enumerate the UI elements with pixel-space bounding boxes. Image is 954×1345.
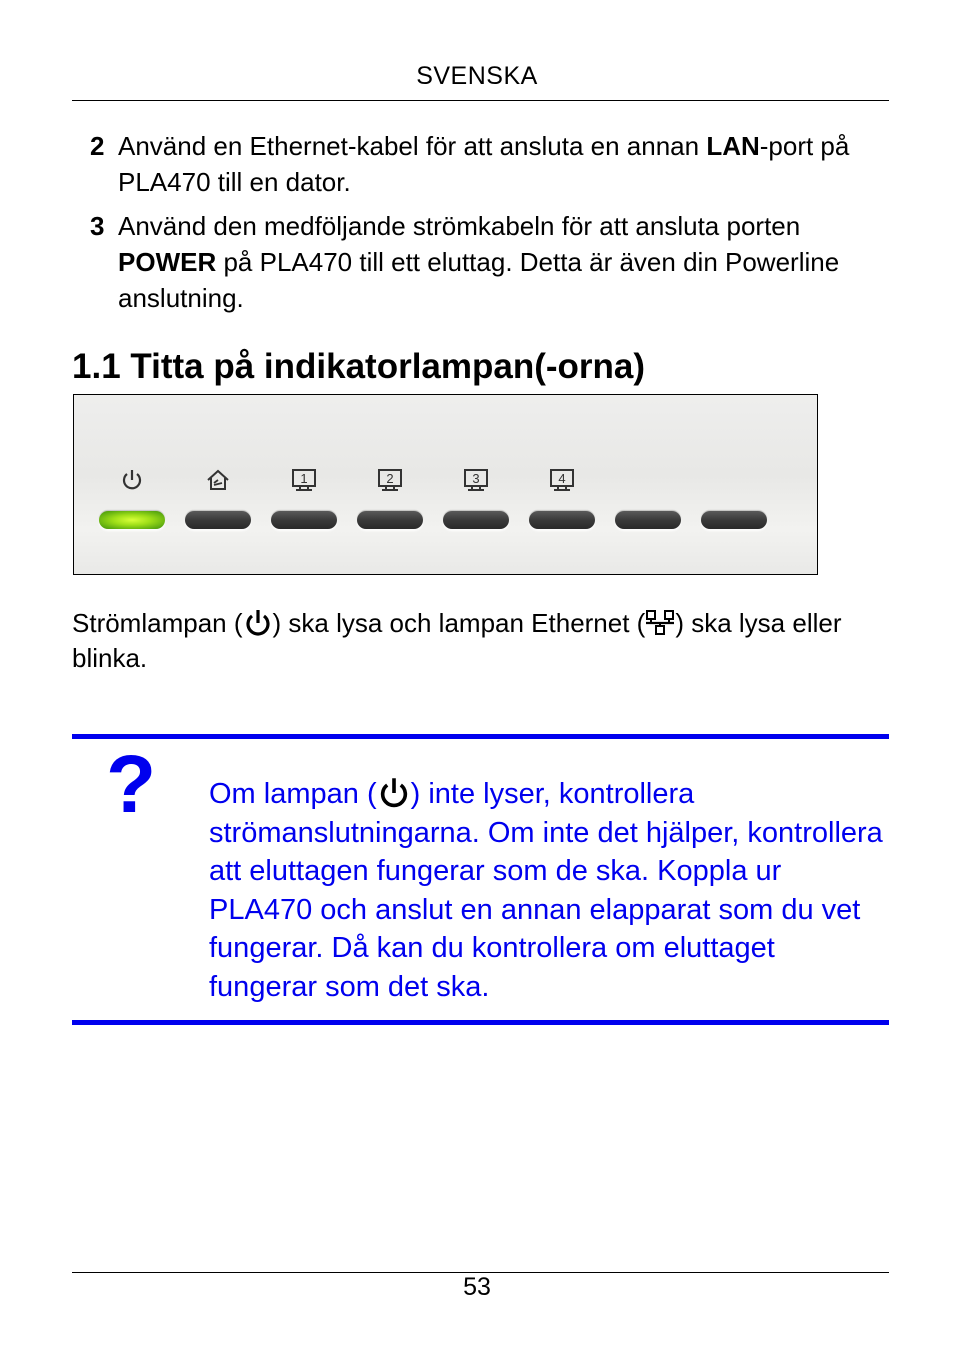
step-number: 3 — [90, 211, 105, 241]
led-light-lan-2 — [357, 511, 423, 529]
step-text: Använd en Ethernet-kabel för att ansluta en annan — [118, 131, 707, 161]
ethernet-port-icon — [377, 467, 403, 493]
note-bottom-rule — [72, 1020, 889, 1025]
svg-text:2: 2 — [386, 471, 394, 486]
step-text: -port på PLA470 till en dator. — [118, 131, 850, 197]
header-rule — [72, 100, 889, 101]
step-list — [90, 128, 880, 324]
ethernet-icon — [645, 608, 675, 638]
led-light-lan-3 — [443, 511, 509, 529]
svg-text:3: 3 — [472, 471, 480, 486]
led-light — [701, 511, 767, 529]
step-text: på PLA470 till ett eluttag. Detta är även din Powerline anslutning. — [118, 247, 840, 313]
led-slot-lan-3 — [441, 395, 511, 575]
section-title: 1.1 Titta på indikatorlampan(-orna) — [72, 347, 646, 386]
ethernet-port-icon — [463, 467, 489, 493]
led-slot-powerline — [183, 395, 253, 575]
svg-text:1: 1 — [300, 471, 308, 486]
step-item — [90, 128, 880, 200]
led-slot-lan-1 — [269, 395, 339, 575]
led-slot-lan-2 — [355, 395, 425, 575]
note-top-rule — [72, 734, 889, 739]
led-slot-lan-4 — [527, 395, 597, 575]
svg-text:4: 4 — [558, 471, 566, 486]
step-keyword: POWER — [118, 247, 217, 277]
led-slot-unlabeled — [699, 395, 769, 575]
led-light-lan-1 — [271, 511, 337, 529]
led-description-text: ) ska lysa och lampan Ethernet ( — [272, 608, 646, 638]
led-slot-power — [97, 395, 167, 575]
step-text: Använd den medföljande strömkabeln för att ansluta porten — [118, 211, 801, 241]
led-light-lan-4 — [529, 511, 595, 529]
note-text-part: Om lampan ( — [209, 778, 377, 810]
running-header: SVENSKA — [416, 62, 538, 90]
power-icon — [377, 776, 411, 810]
led-light-powerline — [185, 511, 251, 529]
step-number: 2 — [90, 131, 105, 161]
power-icon — [119, 467, 145, 493]
note-text — [209, 775, 889, 1006]
led-light-power — [99, 511, 165, 529]
led-slot-unlabeled — [613, 395, 683, 575]
led-panel-photo — [73, 394, 818, 575]
page-number: 53 — [463, 1273, 491, 1301]
led-description-text: Strömlampan ( — [72, 608, 243, 638]
ethernet-port-icon — [549, 467, 575, 493]
led-description — [72, 606, 892, 676]
led-description-text: ) ska lysa eller blinka. — [72, 608, 842, 673]
note-text-part: ) inte lyser, kontrollera strömanslutningarna. Om inte det hjälper, kontrollera att eluttagen fungerar som de ska. Koppla ur PLA470 och anslut en annan elapparat som du vet fungerar. Då kan du kontrollera om eluttaget fungerar som det ska. — [209, 778, 883, 1003]
ethernet-port-icon — [291, 467, 317, 493]
step-keyword: LAN — [706, 131, 760, 161]
step-item — [90, 208, 880, 316]
question-mark-icon: ? — [106, 739, 157, 830]
power-icon — [243, 608, 273, 638]
powerline-icon — [205, 467, 231, 493]
led-light — [615, 511, 681, 529]
